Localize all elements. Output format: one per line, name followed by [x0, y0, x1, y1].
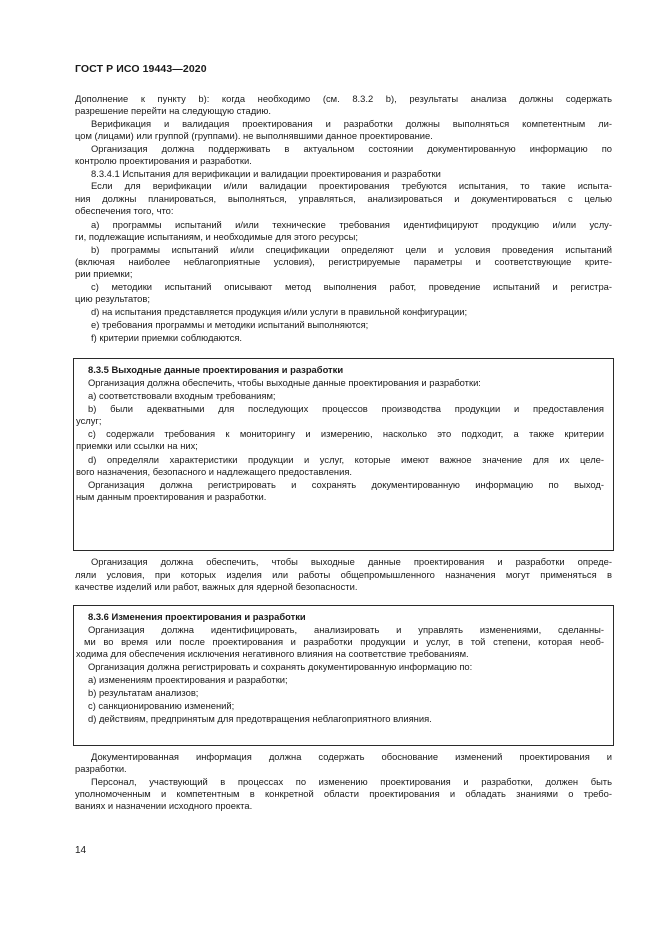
list-item: f) критерии приемки соблюдаются.: [91, 332, 243, 343]
list-item: c) содержали требования к мониторингу и измерению, насколько это подходит, а также критерии: [88, 428, 604, 439]
section-box-8-3-5: [73, 358, 614, 551]
list-item: b) результатам анализов;: [88, 687, 199, 698]
text-line: Организация должна обеспечить, чтобы выходные данные проектирования и разработки:: [88, 377, 481, 388]
page-number: 14: [75, 845, 87, 856]
text-line: цом (лицами) или группой (группами). не выполнявшими данное проектирование.: [75, 130, 433, 141]
document-header: ГОСТ Р ИСО 19443—2020: [75, 63, 207, 75]
text-line: Организация должна обеспечить, чтобы выходные данные проектирования и разработки опреде-: [91, 556, 612, 567]
text-line: Верификация и валидация проектирования и разработки должны выполняться компетентным ли-: [91, 118, 612, 129]
text-line: ми во время или после проектирования и разработки продукции и услуг, в той степени, которая необ-: [84, 636, 604, 647]
text-line: качестве изделий или работ, важных для ядерной безопасности.: [75, 581, 358, 592]
text-line: (включая наиболее неблагоприятные условия), регистрируемые параметры и соответствующие крите-: [75, 256, 612, 267]
text-line: рии приемки;: [75, 268, 133, 279]
list-item: c) санкционированию изменений;: [88, 700, 235, 711]
text-line: Организация должна регистрировать и сохранять документированную информацию по:: [88, 661, 473, 672]
text-line: разрешение перейти на следующую стадию.: [75, 105, 272, 116]
list-item: b) были адекватными для последующих процессов производства продукции и предоставления: [88, 403, 604, 414]
list-item: a) программы испытаний и/или технические требования идентифицируют продукцию и/или услу-: [91, 219, 612, 230]
text-line: Документированная информация должна содержать обоснование изменений проектирования и: [91, 751, 612, 762]
text-line: ги, подлежащие испытаниям, и необходимые для этого ресурсы;: [75, 231, 358, 242]
text-line: услуг;: [76, 415, 102, 426]
list-item: a) соответствовали входным требованиям;: [88, 390, 276, 401]
list-item: a) изменениям проектирования и разработки;: [88, 674, 288, 685]
text-line: контролю проектирования и разработки.: [75, 155, 252, 166]
list-item: d) определяли характеристики продукции и услуг, которые имеют важное значение для их целе-: [88, 454, 604, 465]
text-line: приемки или ссылки на них;: [76, 440, 198, 451]
section-heading: 8.3.5 Выходные данные проектирования и разработки: [88, 364, 344, 375]
text-line: ным данным проектирования и разработки.: [76, 491, 267, 502]
text-line: цию результатов;: [75, 293, 150, 304]
text-line: обеспечения того, что:: [75, 205, 174, 216]
text-line: разработки.: [75, 763, 127, 774]
list-item: d) действиям, предпринятым для предотвращения неблагоприятного влияния.: [88, 713, 432, 724]
text-line: ния должны планироваться, выполняться, управляться, анализироваться и документироваться с целью: [75, 193, 612, 204]
text-line: вого назначения, безопасного и надлежащего предоставления.: [76, 466, 353, 477]
text-line: Персонал, участвующий в процессах по изменению проектирования и разработки, должен быть: [91, 776, 612, 787]
list-item: e) требования программы и методики испытаний выполняются;: [91, 319, 369, 330]
list-item: b) программы испытаний и/или спецификации определяют цели и условия проведения испытаний: [91, 244, 612, 255]
text-line: Если для верификации и/или валидации проектирования требуются испытания, то такие испыта-: [91, 180, 612, 191]
section-box-8-3-6: [73, 605, 614, 746]
text-line: ляли условия, при которых изделия или работы общепромышленного назначения могут применяться в: [75, 569, 612, 580]
text-line: уполномоченным и компетентным в конкретной области проектирования и обладать знаниями о требо-: [75, 788, 612, 799]
text-line: ходима для обеспечения исключения негативного влияния на соответствие требованиям.: [76, 648, 469, 659]
subsection-heading: 8.3.4.1 Испытания для верификации и валидации проектирования и разработки: [91, 168, 441, 179]
list-item: d) на испытания представляется продукция и/или услуги в правильной конфигурации;: [91, 306, 468, 317]
text-line: Организация должна поддерживать в актуальном состоянии документированную информацию по: [91, 143, 612, 154]
text-line: Организация должна идентифицировать, анализировать и управлять изменениями, сделанны-: [88, 624, 604, 635]
text-line: Дополнение к пункту b): когда необходимо (см. 8.3.2 b), результаты анализа должны содержать: [75, 93, 612, 104]
section-heading: 8.3.6 Изменения проектирования и разработки: [88, 611, 306, 622]
text-line: Организация должна регистрировать и сохранять документированную информацию по выход-: [88, 479, 604, 490]
text-line: ваниях и назначении исходного проекта.: [75, 800, 253, 811]
list-item: c) методики испытаний описывают метод выполнения работ, проведение испытаний и регистра-: [91, 281, 612, 292]
